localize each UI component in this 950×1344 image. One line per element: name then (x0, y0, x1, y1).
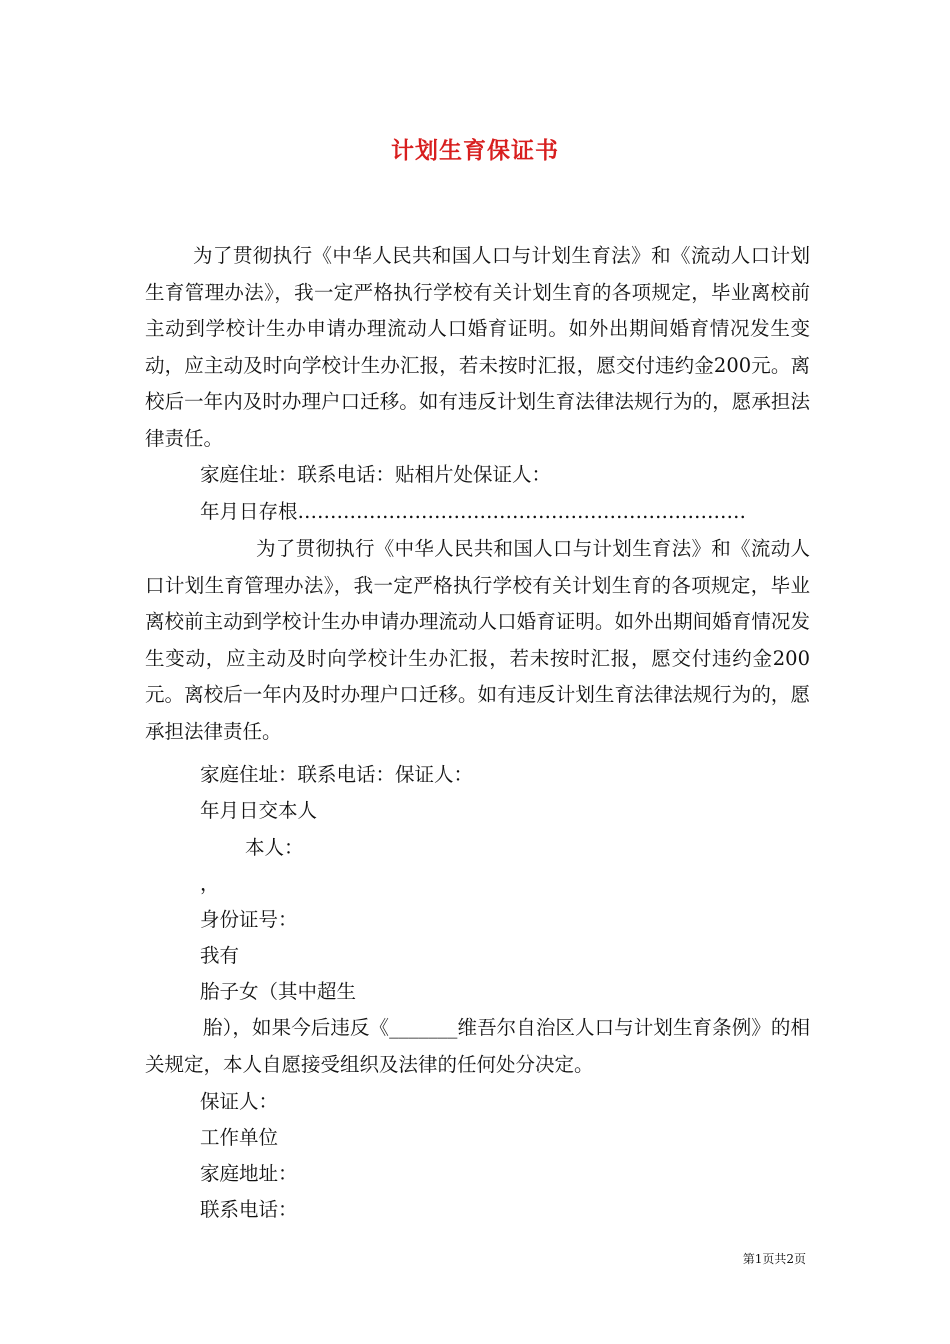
comma-mark: ， (200, 872, 220, 895)
have-label: 我有 (200, 944, 240, 967)
pledge-paragraph-2: 为了贯彻执行《中华人民共和国人口与计划生育法》和《流动人口计划生育管理办法》，我一定严格执行学校有关计划生育的各项规定，毕业离校前主动到学校计生办申请办理流动人口婚育证明。如外出期间婚育情况发生变动，应主动及时向学校计生办汇报，若未按时汇报，愿交付违约金200元。离校后一年内及时办理户口迁移。如有违反计划生育法律法规行为的，愿承担法律责任。 (145, 537, 810, 743)
self-label: 本人： (245, 836, 304, 859)
date-line: 年月日交本人 (200, 799, 318, 822)
pledge-paragraph-1: 为了贯彻执行《中华人民共和国人口与计划生育法》和《流动人口计划生育管理办法》，我一定严格执行学校有关计划生育的各项规定，毕业离校前主动到学校计生办申请办理流动人口婚育证明。如外出期间婚育情况发生变动，应主动及时向学校计生办汇报，若未按时汇报，愿交付违约金200元。离校后一年内及时办理户口迁移。如有违反计划生育法律法规行为的，愿承担法律责任。 (145, 244, 810, 450)
document-title: 计划生育保证书 (391, 137, 559, 164)
contact-line-2: 家庭住址：联系电话：保证人： (200, 763, 474, 786)
pledge-paragraph-3: 胎），如果今后违反《_______维吾尔自治区人口与计划生育条例》的相关规定，本人自愿接受组织及法律的任何处分决定。 (145, 1016, 810, 1076)
work-unit-label: 工作单位 (200, 1126, 279, 1149)
phone-label: 联系电话： (200, 1198, 298, 1221)
contact-line-1: 家庭住址：联系电话：贴相片处保证人： (200, 463, 552, 486)
page-number: 第1页共2页 (742, 1252, 806, 1266)
home-address-label: 家庭地址： (200, 1162, 298, 1185)
stub-separator-line: 年月日存根…………………………………………………………… (200, 500, 747, 523)
id-number-label: 身份证号： (200, 908, 298, 931)
children-label: 胎子女（其中超生 (200, 980, 357, 1003)
guarantor-label: 保证人： (200, 1090, 279, 1113)
